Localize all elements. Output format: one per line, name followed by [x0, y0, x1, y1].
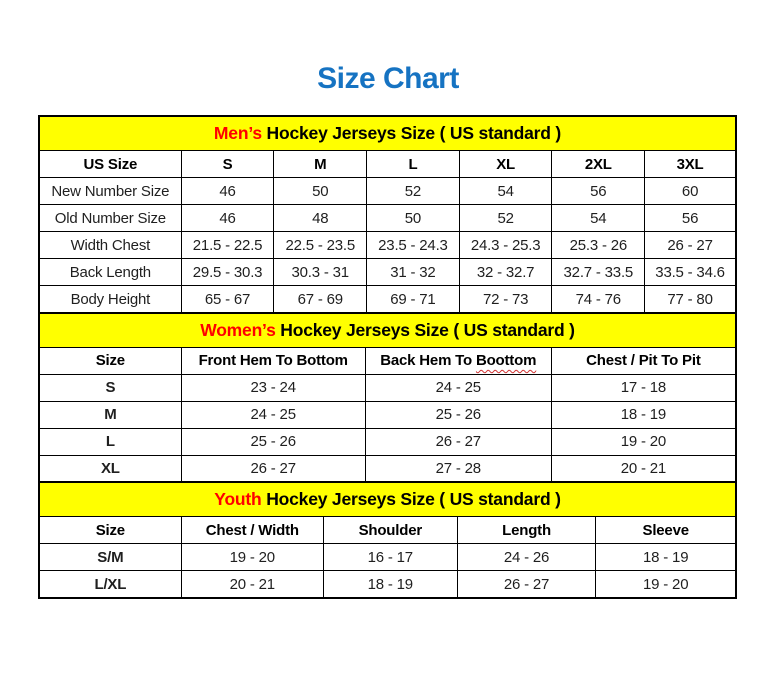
value-cell: 19 - 20	[596, 571, 736, 599]
row-label-cell: L/XL	[39, 571, 181, 599]
value-cell: 65 - 67	[181, 286, 274, 314]
value-cell: 56	[645, 205, 736, 232]
row-label-cell: Back Length	[39, 259, 181, 286]
women-section-title-text: Hockey Jerseys Size ( US standard )	[275, 319, 575, 340]
value-cell: 26 - 27	[645, 232, 736, 259]
value-cell: 21.5 - 22.5	[181, 232, 274, 259]
youth-column-header-2: Shoulder	[323, 517, 457, 544]
value-cell: 50	[274, 178, 367, 205]
value-cell: 48	[274, 205, 367, 232]
men-table-row	[39, 178, 736, 205]
women-table-row	[39, 374, 736, 401]
women-table-row	[39, 401, 736, 428]
value-cell: 74 - 76	[552, 286, 645, 314]
value-cell: 52	[367, 178, 460, 205]
women-section-title-band	[39, 313, 736, 348]
youth-column-header-1: Chest / Width	[181, 517, 323, 544]
youth-section-title-text: Hockey Jerseys Size ( US standard )	[261, 489, 561, 509]
youth-table-row	[39, 544, 736, 571]
men-table-row	[39, 286, 736, 314]
value-cell: 26 - 27	[181, 455, 365, 483]
row-label-cell: S/M	[39, 544, 181, 571]
page-title: Size Chart	[317, 62, 459, 95]
value-cell: 30.3 - 31	[274, 259, 367, 286]
women-size-table	[38, 312, 737, 484]
value-cell: 46	[181, 178, 274, 205]
value-cell: 18 - 19	[551, 401, 736, 428]
row-label-cell: Width Chest	[39, 232, 181, 259]
men-section-title-accent: Men’s	[213, 123, 262, 143]
value-cell: 22.5 - 23.5	[274, 232, 367, 259]
value-cell: 16 - 17	[323, 544, 457, 571]
men-table-row	[39, 232, 736, 259]
value-cell: 24.3 - 25.3	[459, 232, 552, 259]
value-cell: 29.5 - 30.3	[181, 259, 274, 286]
value-cell: 20 - 21	[551, 455, 736, 483]
value-cell: 50	[367, 205, 460, 232]
value-cell: 18 - 19	[323, 571, 457, 599]
youth-column-header-0: Size	[39, 517, 181, 544]
misspelled-word: Boottom	[475, 352, 537, 369]
women-column-header-2: Back Hem To Boottom	[365, 347, 551, 374]
men-table-row	[39, 259, 736, 286]
size-tables-container	[38, 115, 737, 599]
value-cell: 19 - 20	[181, 544, 323, 571]
women-table-row	[39, 455, 736, 483]
youth-table-row	[39, 571, 736, 599]
value-cell: 56	[552, 178, 645, 205]
men-column-header-6: 3XL	[645, 151, 736, 178]
youth-column-header-4: Sleeve	[596, 517, 736, 544]
men-column-header-0: US Size	[39, 151, 181, 178]
value-cell: 33.5 - 34.6	[645, 259, 736, 286]
value-cell: 72 - 73	[459, 286, 552, 314]
men-section-title-band	[39, 116, 736, 151]
value-cell: 24 - 25	[181, 401, 365, 428]
value-cell: 60	[645, 178, 736, 205]
men-table-row	[39, 205, 736, 232]
value-cell: 18 - 19	[596, 544, 736, 571]
value-cell: 77 - 80	[645, 286, 736, 314]
value-cell: 23 - 24	[181, 374, 365, 401]
youth-section-title-accent: Youth	[214, 489, 262, 509]
value-cell: 32.7 - 33.5	[552, 259, 645, 286]
value-cell: 31 - 32	[367, 259, 460, 286]
row-label-cell: S	[39, 374, 181, 401]
men-column-header-5: 2XL	[552, 151, 645, 178]
value-cell: 69 - 71	[367, 286, 460, 314]
men-column-header-4: XL	[459, 151, 552, 178]
value-cell: 25 - 26	[365, 401, 551, 428]
row-label-cell: New Number Size	[39, 178, 181, 205]
value-cell: 19 - 20	[551, 428, 736, 455]
value-cell: 52	[459, 205, 552, 232]
value-cell: 25 - 26	[181, 428, 365, 455]
men-section-title-text: Hockey Jerseys Size ( US standard )	[261, 123, 562, 143]
row-label-cell: Old Number Size	[39, 205, 181, 232]
value-cell: 24 - 25	[365, 374, 551, 401]
women-section-title-accent: Women’s	[200, 319, 276, 340]
row-label-cell: Body Height	[39, 286, 181, 314]
women-column-header-3: Chest / Pit To Pit	[551, 347, 736, 374]
value-cell: 46	[181, 205, 274, 232]
value-cell: 17 - 18	[551, 374, 736, 401]
row-label-cell: M	[39, 401, 181, 428]
row-label-cell: L	[39, 428, 181, 455]
women-column-header-0: Size	[39, 347, 181, 374]
row-label-cell: XL	[39, 455, 181, 483]
value-cell: 32 - 32.7	[459, 259, 552, 286]
men-column-header-2: M	[274, 151, 367, 178]
value-cell: 20 - 21	[181, 571, 323, 599]
value-cell: 26 - 27	[457, 571, 596, 599]
value-cell: 27 - 28	[365, 455, 551, 483]
youth-size-table	[38, 481, 737, 599]
youth-section-title-band	[39, 482, 736, 517]
value-cell: 26 - 27	[365, 428, 551, 455]
value-cell: 54	[552, 205, 645, 232]
value-cell: 67 - 69	[274, 286, 367, 314]
value-cell: 24 - 26	[457, 544, 596, 571]
men-column-header-3: L	[367, 151, 460, 178]
value-cell: 23.5 - 24.3	[367, 232, 460, 259]
women-column-header-1: Front Hem To Bottom	[181, 347, 365, 374]
youth-column-header-3: Length	[457, 517, 596, 544]
women-table-row	[39, 428, 736, 455]
value-cell: 54	[459, 178, 552, 205]
men-size-table	[38, 115, 737, 314]
value-cell: 25.3 - 26	[552, 232, 645, 259]
men-column-header-1: S	[181, 151, 274, 178]
